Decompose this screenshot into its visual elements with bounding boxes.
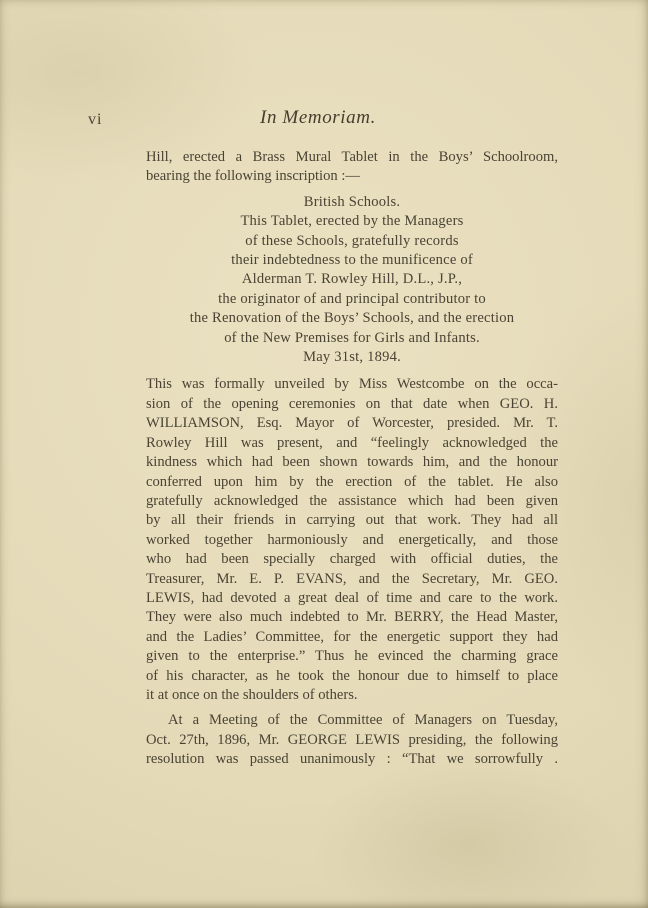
inscription-line: the Renovation of the Boys’ Schools, and the erection: [189, 310, 515, 327]
text-line: kindness which had been shown towards him, and the honour: [146, 454, 558, 471]
text-line: gratefully acknowledged the assistance which had been given: [146, 492, 558, 509]
inscription-line: of these Schools, gratefully records: [245, 232, 459, 249]
text-line: LEWIS, had devoted a great deal of time and care to the work.: [146, 589, 558, 606]
text-line: conferred upon him by the erection of the tablet. He also: [146, 473, 558, 490]
inscription-line: British Schools.: [303, 193, 401, 210]
paragraph-opening: [146, 148, 558, 187]
inscription-line: Alderman T. Rowley Hill, D.L., J.P.,: [241, 271, 463, 288]
text-line: and the Ladies’ Committee, for the energetic support they had: [146, 628, 558, 645]
text-line: At a Meeting of the Committee of Managers on Tuesday,: [168, 712, 558, 729]
text-line: of his character, as he took the honour due to himself to place: [146, 667, 558, 684]
text-line: who had been specially charged with official duties, the: [146, 551, 558, 568]
text-line: worked together harmoniously and energetically, and those: [146, 531, 558, 548]
page-number: vi: [88, 111, 103, 128]
inscription-block: [146, 193, 558, 368]
inscription-line: the originator of and principal contributor to: [218, 290, 486, 307]
inscription-line: This Tablet, erected by the Managers: [240, 213, 464, 230]
text-line: Oct. 27th, 1896, Mr. GEORGE LEWIS presiding, the following: [146, 731, 558, 748]
text-line: bearing the following inscription :—: [146, 168, 361, 185]
page-title: In Memoriam.: [260, 107, 376, 128]
paragraph-unveiling: [146, 375, 558, 705]
text-line: This was formally unveiled by Miss Westcombe on the occa-: [146, 376, 558, 393]
text-line: Rowley Hill was present, and “feelingly acknowledged the: [146, 434, 558, 451]
text-line: given to the enterprise.” Thus he evinced the charming grace: [146, 648, 558, 665]
inscription-line: May 31st, 1894.: [303, 349, 401, 366]
text-line: Treasurer, Mr. E. P. EVANS, and the Secretary, Mr. GEO.: [146, 570, 558, 587]
text-line: it at once on the shoulders of others.: [146, 686, 358, 703]
inscription-line: of the New Premises for Girls and Infants.: [224, 329, 480, 346]
text-line: They were also much indebted to Mr. BERRY, the Head Master,: [146, 609, 558, 626]
running-header: [0, 107, 648, 131]
text-line: WILLIAMSON, Esq. Mayor of Worcester, presided. Mr. T.: [146, 415, 558, 432]
text-line: resolution was passed unanimously : “That we sorrowfully .: [146, 751, 558, 768]
text-line: Hill, erected a Brass Mural Tablet in the Boys’ Schoolroom,: [146, 149, 558, 165]
inscription-line: their indebtedness to the munificence of: [231, 252, 473, 269]
text-column: [146, 148, 558, 770]
paragraph-resolution: [146, 711, 558, 769]
text-line: by all their friends in carrying out that work. They had all: [146, 512, 558, 529]
text-line: sion of the opening ceremonies on that date when GEO. H.: [146, 395, 558, 412]
